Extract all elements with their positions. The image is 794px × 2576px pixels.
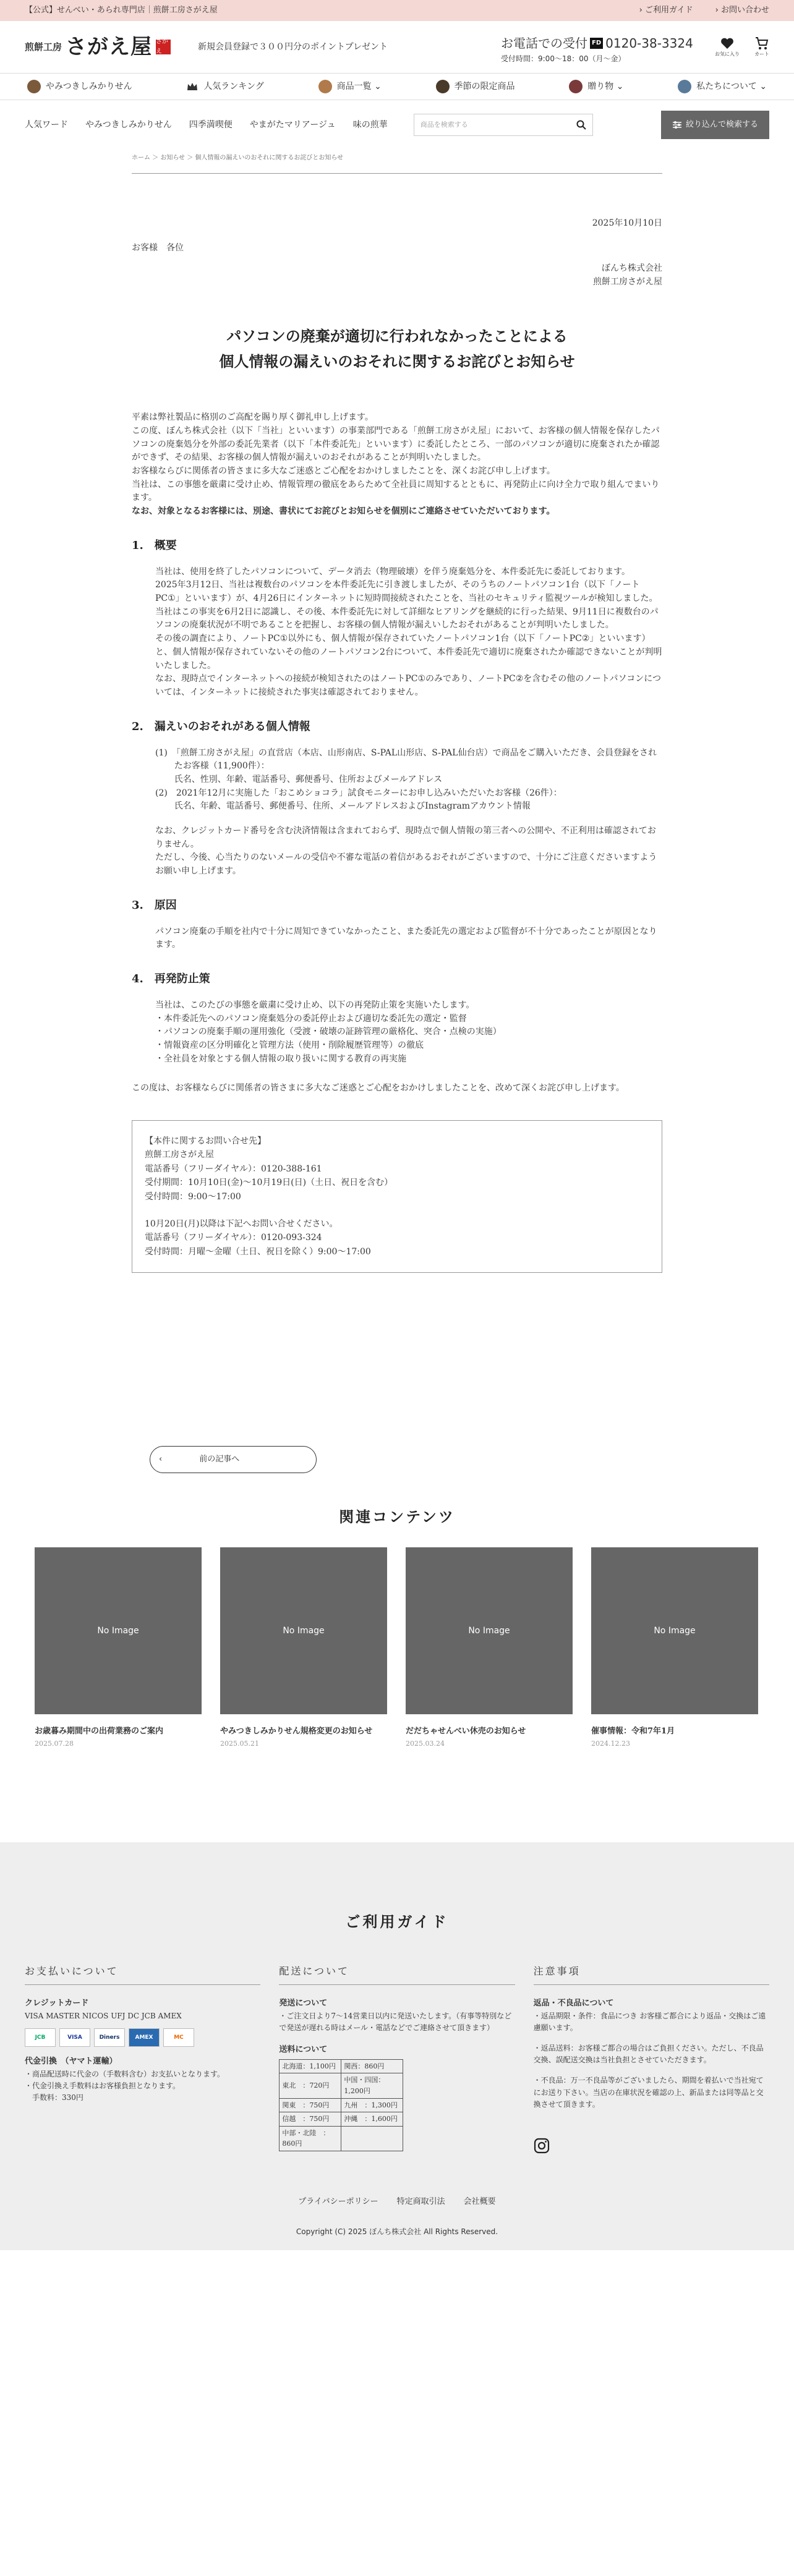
shipping-fee-table bbox=[279, 2059, 403, 2151]
section-heading: 2. 漏えいのおそれがある個人情報 bbox=[132, 720, 310, 733]
intro-paragraph: この度、ぼんち株式会社（以下「当社」といいます）の事業部門である「煎餅工房さがえ屋」において、お客様の個人情報を保存したパソコンの廃棄処分を外部の委託先業者（以下「本件委託先」といいます）に委託したところ、一部のパソコンが適切に廃棄されたか確認ができず、その結果、お客様の個人情報が漏えいのおそれがあることが判明いたしました。 bbox=[132, 426, 660, 463]
site-logo[interactable] bbox=[25, 30, 171, 64]
list-item: ・パソコンの廃棄手順の運用強化（受渡・破壊の証跡管理の厳格化、突合・点検の実施） bbox=[155, 1027, 502, 1037]
favorite-label: お気に入り bbox=[715, 51, 740, 57]
closing-paragraph: この度は、お客様ならびに関係者の皆さまに多大なご迷惑とご心配をおかけしましたことを、改めて深くお詫び申し上げます。 bbox=[132, 1083, 625, 1094]
popular-words-label: 人気ワード bbox=[25, 119, 68, 130]
title-line: 個人情報の漏えいのおそれに関するお詫びとお知らせ bbox=[219, 352, 575, 370]
table-cell: 沖縄 ：1,600円 bbox=[341, 2112, 403, 2127]
sub-nav bbox=[0, 100, 794, 150]
intro bbox=[132, 411, 662, 519]
prev-article-label: 前の記事へ bbox=[199, 1454, 240, 1464]
search-input[interactable] bbox=[414, 114, 593, 136]
paragraph: 当社はこの事実を6月2日に認識し、その後、本件委託先に対して詳細なヒアリングを継続的に行った結果、9月11日に複数台のパソコンの廃棄状況が不明であることを把握し、お客様の個人情報が漏えいしたおそれがあることが判明いたしました。 bbox=[155, 606, 659, 631]
site-header bbox=[0, 21, 794, 73]
article bbox=[132, 217, 662, 1273]
list-item: ・情報資産の区分明確化と管理方法（使用・削除履歴管理等）の徹底 bbox=[155, 1040, 424, 1050]
subheading: 返品・不良品について bbox=[533, 1998, 614, 2008]
heart-icon bbox=[720, 36, 735, 51]
mastercard-logo-icon: MC bbox=[163, 2028, 194, 2047]
site-footer bbox=[0, 2196, 794, 2250]
note: 手数料：330円 bbox=[25, 2093, 83, 2102]
favorite-button[interactable] bbox=[715, 36, 740, 59]
subheading: 送料について bbox=[279, 2045, 328, 2055]
table-cell: 関東 ：750円 bbox=[280, 2098, 341, 2112]
usage-guide bbox=[0, 1842, 794, 2196]
card-title: お歳暮み期間中の出荷業務のご案内 bbox=[35, 1727, 164, 1736]
contact-line: 【本件に関するお問い合せ先】 bbox=[145, 1136, 266, 1146]
narrow-search-button[interactable] bbox=[661, 111, 769, 139]
cart-label: カート bbox=[754, 51, 769, 57]
note: ・ご注文日より7～14営業日以内に発送いたします。（有事等特別などで発送が遅れる時はメール・電話などでご連絡させて頂きます） bbox=[279, 2011, 512, 2032]
contact-box bbox=[132, 1120, 662, 1273]
card-image-placeholder: No Image bbox=[591, 1547, 758, 1714]
list-detail: 氏名、年齢、電話番号、郵便番号、住所、メールアドレスおよびInstagramアカウント情報 bbox=[174, 801, 531, 812]
card-image-placeholder: No Image bbox=[35, 1547, 202, 1714]
nav-label: 商品一覧 ⌄ bbox=[336, 81, 382, 91]
phone-hours: 受付時間：9:00～18：00（月～金） bbox=[501, 54, 626, 63]
crown-icon bbox=[186, 80, 198, 93]
contact-line: 煎餅工房さがえ屋 bbox=[145, 1150, 214, 1160]
chevron-left-icon: ‹ bbox=[159, 1454, 163, 1464]
section-overview bbox=[132, 566, 662, 700]
top-announcement-bar bbox=[0, 0, 794, 21]
addressee: お客様 各位 bbox=[132, 242, 184, 253]
card-date: 2024.12.23 bbox=[591, 1740, 630, 1748]
shipping-column bbox=[279, 1963, 514, 2159]
category-nav bbox=[0, 73, 794, 100]
card-image-placeholder: No Image bbox=[406, 1547, 573, 1714]
keyword-link[interactable]: 四季満喫便 bbox=[189, 119, 233, 130]
paragraph: なお、クレジットカード番号を含む決済情報は含まれておらず、現時点で個人情報の第三者への公開や、不正利用は確認されておりません。 bbox=[155, 825, 656, 849]
card-brands: VISA MASTER NICOS UFJ DC JCB AMEX bbox=[25, 2011, 182, 2020]
filter-icon bbox=[672, 120, 682, 130]
table-cell bbox=[341, 2126, 403, 2151]
guide-link[interactable]: › ご利用ガイド bbox=[639, 4, 693, 17]
list-item: (2) 2021年12月に実施した「おこめショコラ」試食モニターにお申し込みいただいたお客様（26件）： bbox=[155, 788, 562, 798]
related-card[interactable] bbox=[406, 1547, 573, 1749]
nav-gifts[interactable] bbox=[569, 80, 623, 93]
note: ・返品送料：お客様ご都合の場合はご負担ください。ただし、不良品交換、誤配送交換は当社負担とさせていただきます。 bbox=[533, 2044, 764, 2065]
column-heading: 配送について bbox=[279, 1963, 514, 1985]
phone-info bbox=[501, 33, 693, 65]
contact-line: 受付時間：9:00～17:00 bbox=[145, 1191, 241, 1202]
diners-logo-icon: Diners bbox=[94, 2028, 125, 2047]
keyword-link[interactable]: やまがたマリアージュ bbox=[249, 119, 336, 130]
related-card[interactable] bbox=[591, 1547, 758, 1749]
breadcrumb[interactable]: ホーム ＞ お知らせ ＞ 個人情報の漏えいのおそれに関するお詫びとお知らせ bbox=[132, 150, 662, 174]
contact-line: 電話番号（フリーダイヤル）：0120-093-324 bbox=[145, 1233, 322, 1243]
paragraph: 当社は、このたびの事態を厳粛に受け止め、以下の再発防止策を実施いたします。 bbox=[155, 1000, 475, 1010]
related-title: 関連コンテンツ bbox=[339, 1508, 455, 1526]
keyword-link[interactable]: 味の煎華 bbox=[352, 119, 388, 130]
column-heading: お支払いについて bbox=[25, 1963, 260, 1985]
paragraph: 当社は、使用を終了したパソコンについて、データ消去（物理破壊）を伴う廃棄処分を、本件委託先に委託しております。 bbox=[155, 566, 631, 577]
nav-about[interactable] bbox=[678, 80, 767, 93]
article-date: 2025年10月10日 bbox=[592, 218, 662, 228]
payment-column bbox=[25, 1963, 260, 2159]
nav-yamitsuki[interactable] bbox=[27, 80, 132, 93]
card-title: だだちゃせんべい休売のお知らせ bbox=[406, 1727, 526, 1736]
prev-article-button[interactable] bbox=[150, 1446, 317, 1473]
paragraph: 2025年3月12日、当社は複数台のパソコンを本件委託先に引き渡しましたが、そのうちのノートパソコン1台（以下「ノートPC①」といいます）が、4月26日にインターネットに短時間接続されたことを、当社のセキュリティ監視ツールが検知しました。 bbox=[155, 580, 658, 604]
nav-label: 贈り物 ⌄ bbox=[587, 81, 624, 91]
paragraph: その後の調査により、ノートPC①以外にも、個人情報が保存されていたノートパソコン1台（以下「ノートPC②」といいます）と、個人情報が保存されていないその他のノートパソコン2台について、本件委託先で適切に廃棄されたか確認できないことが判明いたしました。 bbox=[155, 634, 662, 671]
list-item: (1) 「煎餅工房さがえ屋」の直営店（本店、山形南店、S-PAL山形店、S-PAL仙台店）で商品をご購入いただき、会員登録をされたお客様（11,900件）： bbox=[155, 747, 657, 772]
freedial-icon: FD bbox=[590, 38, 603, 49]
table-cell: 中部・北陸 ：860円 bbox=[280, 2126, 341, 2151]
paragraph: なお、現時点でインターネットへの接続が検知されたのはノートPC①のみであり、ノートPC②を含むその他のノートパソコンについては、インターネットに接続された事実は確認されておりません。 bbox=[155, 674, 662, 697]
related-card[interactable] bbox=[220, 1547, 387, 1749]
table-row bbox=[280, 2059, 403, 2073]
card-image-placeholder: No Image bbox=[220, 1547, 387, 1714]
seasonal-icon bbox=[436, 80, 450, 93]
subheading: クレジットカード bbox=[25, 1998, 89, 2008]
note: ・不良品：万一不良品等がございましたら、期間を着払いで当社宛てにお送り下さい。当店の在庫状況を確認の上、新品または同等品と交換させて頂きます。 bbox=[533, 2076, 764, 2109]
product-icon bbox=[318, 80, 332, 93]
gift-icon bbox=[569, 80, 583, 93]
keyword-link[interactable]: やみつきしみかりせん bbox=[85, 119, 172, 130]
paragraph: パソコン廃棄の手順を社内で十分に周知できていなかったこと、また委託先の選定および監督が不十分であったことが原因となります。 bbox=[155, 926, 657, 950]
intro-paragraph: お客様ならびに関係者の皆さまに多大なご迷惑とご心配をおかけしましたことを、深くお詫び申し上げます。 bbox=[132, 466, 555, 477]
search-placeholder: 商品を検索する bbox=[420, 121, 468, 129]
card-date: 2025.05.21 bbox=[220, 1740, 259, 1748]
section-heading: 3. 原因 bbox=[132, 898, 177, 912]
brand-name: 煎餅工房さがえ屋 bbox=[593, 277, 662, 287]
table-cell: 東北 ：720円 bbox=[280, 2073, 341, 2098]
table-row bbox=[280, 2126, 403, 2151]
logo-main-text: さがえ屋 bbox=[66, 34, 153, 59]
card-title: 催事情報：令和7年1月 bbox=[591, 1727, 675, 1736]
instagram-icon[interactable] bbox=[534, 2138, 550, 2154]
table-row bbox=[280, 2112, 403, 2127]
notes-column bbox=[534, 1963, 769, 2159]
nav-seasonal[interactable] bbox=[436, 80, 515, 93]
contact-line: 受付時間：月曜～金曜（土日、祝日を除く）9:00～17:00 bbox=[145, 1246, 371, 1257]
note: ・商品配送時に代金の（手数料含む）お支払いとなります。 bbox=[25, 2069, 225, 2078]
card-date: 2025.07.28 bbox=[35, 1740, 74, 1748]
signup-promo[interactable]: 新規会員登録で３００円分のポイントプレゼント bbox=[198, 41, 388, 52]
section-prevention bbox=[132, 999, 662, 1066]
about-icon bbox=[678, 80, 691, 93]
list-item: ・全社員を対象とする個人情報の取り扱いに関する教育の再実施 bbox=[155, 1053, 406, 1064]
site-notice: 【公式】せんべい・あられ専門店｜煎餅工房さがえ屋 bbox=[25, 5, 218, 15]
contact-line: 電話番号（フリーダイヤル）：0120-388-161 bbox=[145, 1163, 322, 1174]
card-title: やみつきしみかりせん規格変更のお知らせ bbox=[220, 1727, 373, 1736]
nav-label: 私たちについて ⌄ bbox=[696, 81, 767, 91]
note: ・返品期限・条件：食品につき お客様ご都合により返品・交換はご遠慮願います。 bbox=[533, 2011, 766, 2032]
section-heading: 4. 再発防止策 bbox=[132, 972, 210, 985]
amex-logo-icon: AMEX bbox=[129, 2028, 160, 2047]
contact-line: 10月20日(月)以降は下記へお問い合せください。 bbox=[145, 1218, 338, 1229]
narrow-search-label: 絞り込んで検索する bbox=[685, 119, 758, 129]
column-heading: 注意事項 bbox=[534, 1963, 769, 1985]
search-icon[interactable] bbox=[576, 120, 586, 130]
privacy-policy-link[interactable]: プライバシーポリシー bbox=[298, 2196, 378, 2206]
senbei-icon bbox=[27, 80, 41, 93]
copyright: Copyright (C) 2025 ぼんち株式会社 All Rights Reserved. bbox=[296, 2227, 498, 2236]
intro-bold-note: なお、対象となるお客様には、別途、書状にてお詫びとお知らせを個別にご連絡させていただいております。 bbox=[132, 506, 555, 517]
company-info-link[interactable]: 会社概要 bbox=[463, 2196, 496, 2206]
note: ・代金引換え手数料はお客様負担となります。 bbox=[25, 2081, 181, 2090]
table-cell: 北海道：1,100円 bbox=[280, 2059, 341, 2073]
table-cell: 信越 ：750円 bbox=[280, 2112, 341, 2127]
table-row bbox=[280, 2098, 403, 2112]
nav-ranking[interactable] bbox=[186, 80, 264, 93]
phone-number[interactable]: 0120-38-3324 bbox=[605, 36, 693, 51]
nav-label: やみつきしみかりせん bbox=[45, 81, 132, 91]
page-title bbox=[132, 324, 662, 375]
section-heading: 1. 概要 bbox=[132, 538, 177, 552]
related-card[interactable] bbox=[35, 1547, 202, 1749]
cart-button[interactable] bbox=[754, 36, 769, 59]
cart-icon bbox=[754, 36, 769, 51]
table-cell: 九州 ：1,300円 bbox=[341, 2098, 403, 2112]
nav-products[interactable] bbox=[318, 80, 382, 93]
logo-small-text: 煎餅工房 bbox=[25, 41, 62, 53]
list-item: ・本件委託先へのパソコン廃棄処分の委託停止および適切な委託先の選定・監督 bbox=[155, 1013, 467, 1024]
section-leaked-info bbox=[132, 747, 662, 878]
intro-paragraph: 当社は、この事態を厳粛に受け止め、情報管理の徹底をあらためて全社員に周知するとともに、再発防止に向け全力で取り組んでまいります。 bbox=[132, 479, 660, 503]
company-name: ぼんち株式会社 bbox=[602, 263, 662, 274]
phone-label: お電話での受付 bbox=[501, 36, 587, 51]
section-cause bbox=[132, 925, 662, 952]
contact-link[interactable]: › お問い合わせ bbox=[715, 4, 769, 17]
card-logos bbox=[25, 2028, 260, 2047]
guide-title: ご利用ガイド bbox=[345, 1912, 449, 1931]
nav-label: 季節の限定商品 bbox=[454, 81, 515, 91]
table-row bbox=[280, 2073, 403, 2098]
title-line: パソコンの廃棄が適切に行われなかったことによる bbox=[226, 326, 568, 345]
card-date: 2025.03.24 bbox=[406, 1740, 445, 1748]
subheading: 発送について bbox=[279, 1998, 328, 2008]
table-cell: 中国・四国：1,200円 bbox=[341, 2073, 403, 2098]
table-cell: 関西：860円 bbox=[341, 2059, 403, 2073]
intro-paragraph: 平素は弊社製品に格別のご高配を賜り厚く御礼申し上げます。 bbox=[132, 412, 374, 423]
contact-line: 受付期間：10月10日(金)～10月19日(日)（土日、祝日を含む） bbox=[145, 1178, 393, 1188]
contact-spacer bbox=[145, 1204, 649, 1217]
logo-seal: さがえ bbox=[156, 40, 171, 54]
visa-logo-icon: VISA bbox=[59, 2028, 90, 2047]
list-detail: 氏名、性別、年齢、電話番号、郵便番号、住所およびメールアドレス bbox=[174, 774, 443, 784]
commerce-law-link[interactable]: 特定商取引法 bbox=[396, 2196, 445, 2206]
nav-label: 人気ランキング bbox=[203, 81, 264, 91]
jcb-logo-icon: JCB bbox=[25, 2028, 56, 2047]
paragraph: ただし、今後、心当たりのないメールの受信や不審な電話の着信があるおそれがございますので、十分にご注意くださいますようお願い申し上げます。 bbox=[155, 852, 657, 876]
subheading: 代金引換 （ヤマト運輸） bbox=[25, 2056, 117, 2066]
related-cards bbox=[0, 1547, 794, 1749]
